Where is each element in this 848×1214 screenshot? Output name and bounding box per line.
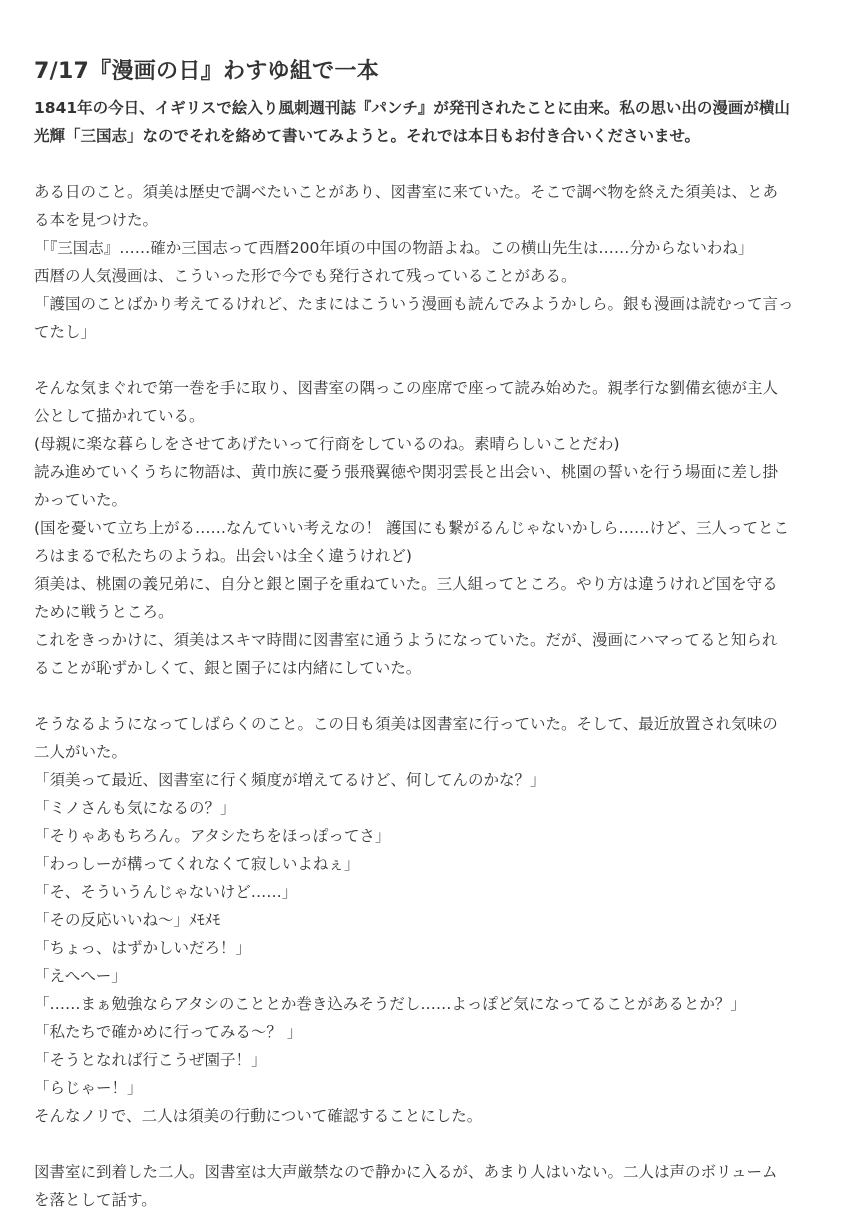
paragraph-line: (国を憂いて立ち上がる……なんていい考えなの！ 護国にも繋がるんじゃないかしら……けど、三人ってとこ [34,519,789,537]
paragraph-line: 「そうとなれば行こうぜ園子！」 [34,1051,267,1069]
document-page [34,56,824,1214]
paragraph-line: そうなるようになってしばらくのこと。この日も須美は図書室に行っていた。そして、最近放置され気味の [34,715,778,733]
paragraph-line: 「そりゃあもちろん。アタシたちをほっぽってさ」 [34,827,391,845]
paragraph-line: 「らじゃー！」 [34,1079,143,1097]
intro-line: 1841年の今日、イギリスで絵入り風刺週刊誌『パンチ』が発刊されたことに由来。私の思い出の漫画が横山 [34,99,790,117]
paragraph-line: てたし」 [34,323,97,341]
paragraph-line: そんなノリで、二人は須美の行動について確認することにした。 [34,1107,483,1125]
paragraph-gap [34,1130,824,1158]
paragraph-line: 「須美って最近、図書室に行く頻度が増えてるけど、何してんのかな？」 [34,771,546,789]
intro-block [34,94,824,150]
paragraph-gap [34,682,824,710]
paragraph-line: 公として描かれている。 [34,407,205,425]
paragraph [34,178,824,346]
paragraph-line: 「わっしーが構ってくれなくて寂しいよねぇ」 [34,855,360,873]
paragraph-line: 「ミノさんも気になるの？」 [34,799,236,817]
paragraph-line: これをきっかけに、須美はスキマ時間に図書室に通うようになっていた。だが、漫画にハマってると知られ [34,631,778,649]
paragraph-line: ることが恥ずかしくて、銀と園子には内緒にしていた。 [34,659,422,677]
paragraph [34,374,824,682]
document-title: 7/17『漫画の日』わすゆ組で一本 [34,59,380,84]
paragraph [34,1158,824,1214]
paragraph-line: 「その反応いいね〜」ﾒﾓﾒﾓ [34,911,221,929]
paragraph-line: そんな気まぐれで第一巻を手に取り、図書室の隅っこの座席で座って読み始めた。親孝行な劉備玄徳が主人 [34,379,779,397]
paragraph-line: 西暦の人気漫画は、こういった形で今でも発行されて残っていることがある。 [34,267,577,285]
story-body [34,178,824,1214]
paragraph-line: を落として話す。 [34,1191,157,1209]
paragraph-line: (母親に楽な暮らしをさせてあげたいって行商をしているのね。素晴らしいことだわ) [34,435,620,453]
paragraph-line: 読み進めていくうちに物語は、黄巾族に憂う張飛翼徳や関羽雲長と出会い、桃園の誓いを行う場面に差し掛 [34,463,779,481]
paragraph-line: 「そ、そういうんじゃないけど……」 [34,883,298,901]
paragraph-line: 「ちょっ、はずかしいだろ！」 [34,939,252,957]
paragraph-line: 二人がいた。 [34,743,128,761]
paragraph [34,710,824,1130]
paragraph-line: かっていた。 [34,491,128,509]
paragraph-line: 「護国のことばかり考えてるけれど、たまにはこういう漫画も読んでみようかしら。銀も漫画は読むって言っ [34,295,794,313]
paragraph-gap [34,346,824,374]
paragraph-line: ある日のこと。須美は歴史で調べたいことがあり、図書室に来ていた。そこで調べ物を終えた須美は、とあ [34,183,779,201]
paragraph-line: 須美は、桃園の義兄弟に、自分と銀と園子を重ねていた。三人組ってところ。やり方は違うけれど国を守る [34,575,778,593]
paragraph-line: 「えへへー」 [34,967,127,985]
paragraph-line: ろはまるで私たちのようね。出会いは全く違うけれど) [34,547,412,565]
paragraph-line: 「……まぁ勉強ならアタシのこととか巻き込みそうだし……よっぽど気になってることがあるとか？」 [34,995,746,1013]
paragraph-line: 「私たちで確かめに行ってみる〜？ 」 [34,1023,303,1041]
paragraph-line: る本を見つけた。 [34,211,159,229]
paragraph-line: 「『三国志』……確か三国志って西暦200年頃の中国の物語よね。この横山先生は……分からないわね」 [34,239,754,257]
intro-line: 光輝「三国志」なのでそれを絡めて書いてみようと。それでは本日もお付き合いくださいませ。 [34,127,701,145]
paragraph-line: 図書室に到着した二人。図書室は大声厳禁なので静かに入るが、あまり人はいない。二人は声のボリューム [34,1163,778,1181]
paragraph-line: ために戦うところ。 [34,603,174,621]
